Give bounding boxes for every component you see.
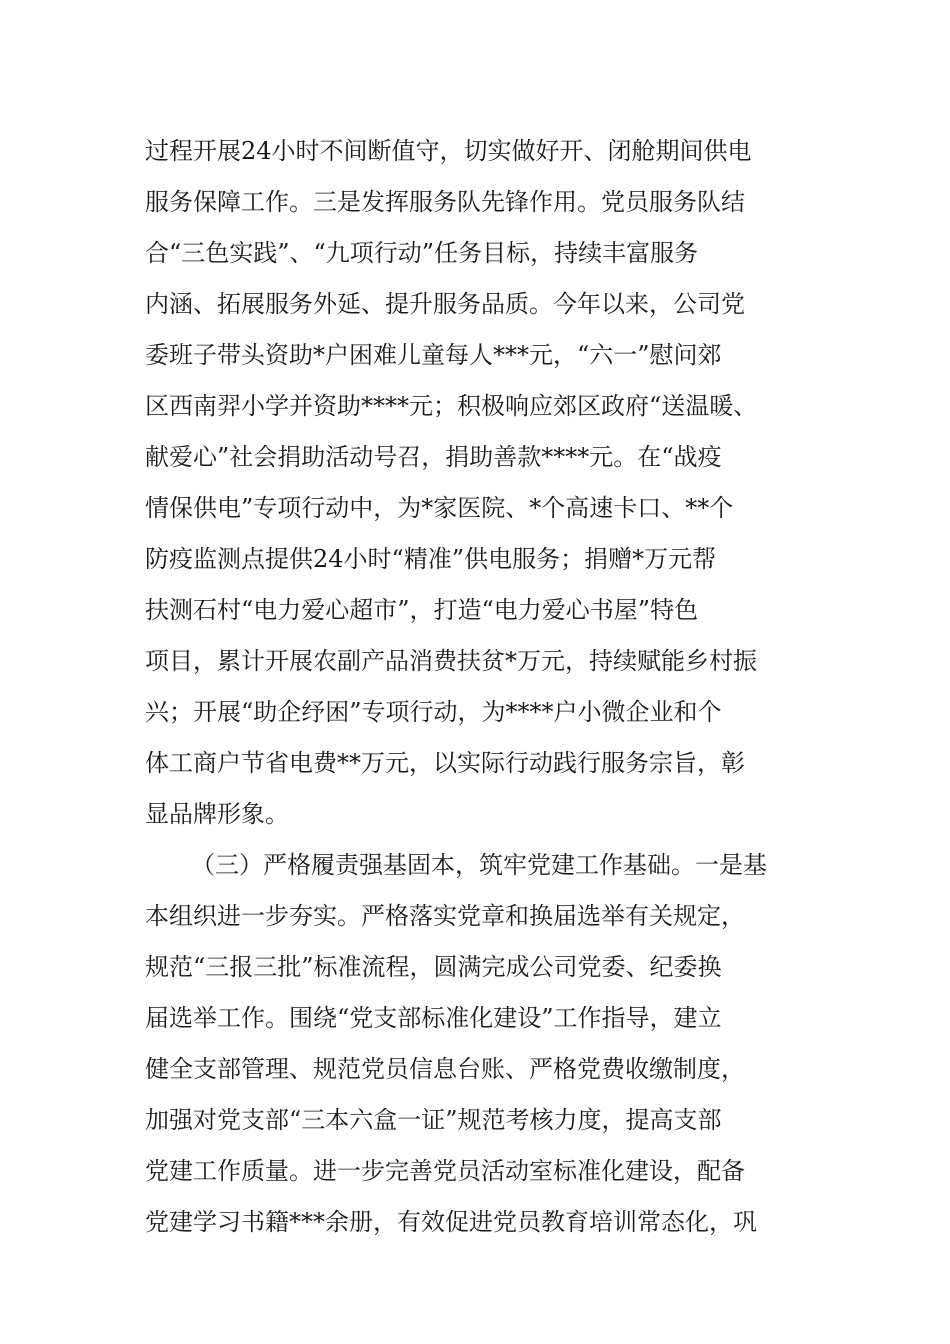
- text-line: 内涵、拓展服务外延、提升服务品质。今年以来，公司党: [145, 290, 745, 318]
- text-line: 党建工作质量。进一步完善党员活动室标准化建设，配备: [145, 1157, 745, 1185]
- text-line: 委班子带头资助*户困难儿童每人***元，“六一”慰问郊: [145, 341, 722, 369]
- text-line: 规范“三报三批”标准流程，圆满完成公司党委、纪委换: [145, 953, 722, 981]
- text-line: 显品牌形象。: [145, 800, 289, 828]
- body-text: [145, 126, 810, 1248]
- text-line: 情保供电”专项行动中，为*家医院、*个高速卡口、**个: [145, 494, 734, 522]
- text-line: 加强对党支部“三本六盒一证”规范考核力度，提高支部: [145, 1106, 722, 1134]
- text-line: 党建学习书籍***余册，有效促进党员教育培训常态化，巩: [145, 1208, 757, 1236]
- text-line: 合“三色实践”、“九项行动”任务目标，持续丰富服务: [145, 239, 699, 267]
- text-line: 本组织进一步夯实。严格落实党章和换届选举有关规定，: [145, 902, 745, 930]
- text-line: 服务保障工作。三是发挥服务队先锋作用。党员服务队结: [145, 188, 745, 216]
- text-line: 扶测石村“电力爱心超市”，打造“电力爱心书屋”特色: [145, 596, 699, 624]
- text-line: 兴；开展“助企纾困”专项行动，为****户小微企业和个: [145, 698, 722, 726]
- text-line: 健全支部管理、规范党员信息台账、严格党费收缴制度，: [145, 1055, 745, 1083]
- text-line: 项目，累计开展农副产品消费扶贫*万元，持续赋能乡村振: [145, 647, 757, 675]
- text-line: 届选举工作。围绕“党支部标准化建设”工作指导，建立: [145, 1004, 722, 1032]
- text-line: 区西南羿小学并资助****元；积极响应郊区政府“送温暖、: [145, 392, 758, 420]
- text-line: 过程开展24小时不间断值守，切实做好开、闭舱期间供电: [145, 137, 752, 165]
- text-line: 防疫监测点提供24小时“精准”供电服务；捐赠*万元帮: [145, 545, 717, 573]
- paragraph-heading-line: （三）严格履责强基固本，筑牢党建工作基础。一是基: [191, 851, 767, 879]
- text-line: 献爱心”社会捐助活动号召，捐助善款****元。在“战疫: [145, 443, 722, 471]
- text-line: 体工商户节省电费**万元，以实际行动践行服务宗旨，彰: [145, 749, 745, 777]
